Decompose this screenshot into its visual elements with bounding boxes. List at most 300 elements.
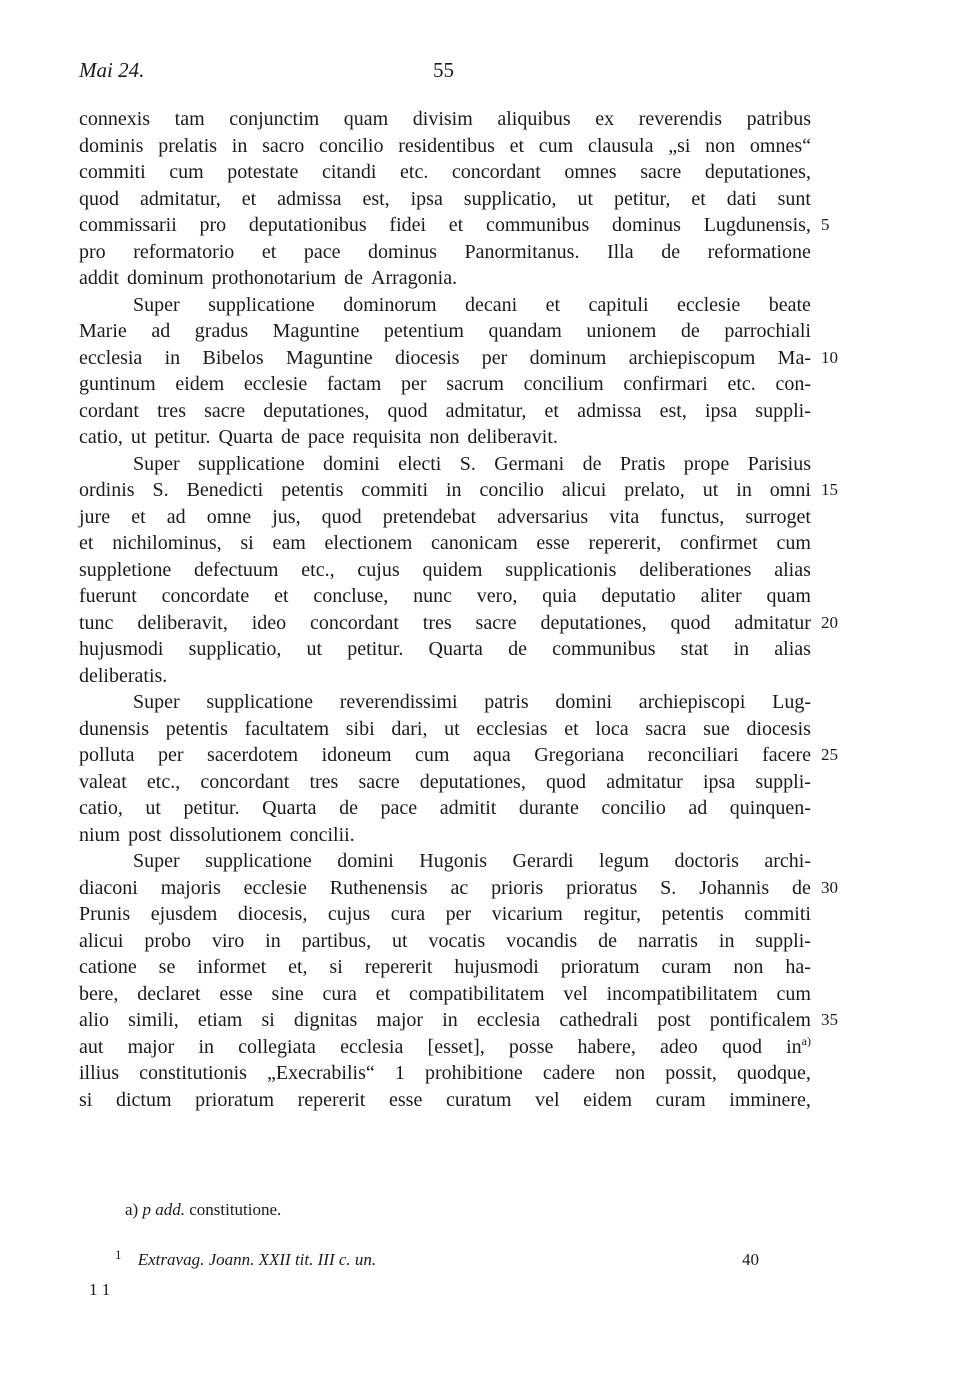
word: tam <box>174 108 205 130</box>
word: narratis <box>637 929 698 952</box>
word: 1 <box>394 1062 405 1084</box>
word: quod <box>321 505 362 528</box>
word: Gerardi <box>512 850 574 872</box>
word: et <box>509 134 525 157</box>
word: supplicatione <box>205 850 312 872</box>
word: quod <box>79 187 119 210</box>
word: legum <box>599 850 650 872</box>
word: reformatorio <box>133 240 235 263</box>
word: Pratis <box>619 452 666 475</box>
text-line <box>79 716 811 743</box>
word: et <box>261 240 277 263</box>
word: loca <box>595 717 629 740</box>
text-line <box>79 901 811 928</box>
word: quod <box>387 399 428 422</box>
text-line <box>79 1034 811 1061</box>
word: ecclesias <box>476 717 548 740</box>
word: prioris <box>491 876 544 899</box>
word: simili, <box>128 1009 179 1031</box>
word: si <box>329 956 343 978</box>
word: Panormitanus. <box>464 240 580 263</box>
word: domini <box>337 850 394 872</box>
word: prioratus <box>566 876 638 899</box>
word: dominis <box>79 134 144 157</box>
word: prioratum <box>195 1088 275 1111</box>
text-line <box>79 795 811 822</box>
word: ut <box>145 797 161 819</box>
word: Gregoriana <box>534 744 625 766</box>
word: petentis <box>281 479 344 501</box>
word: tunc <box>79 611 114 634</box>
word: nichilominus, <box>112 532 222 554</box>
text-line <box>79 1087 811 1114</box>
word: possit, <box>665 1062 717 1084</box>
word: et <box>131 505 146 528</box>
word: non <box>429 426 460 448</box>
word: cadere <box>542 1062 596 1084</box>
word: et <box>274 585 289 607</box>
word: concordant <box>451 161 541 183</box>
word: omni <box>769 479 811 501</box>
word: admitatur <box>734 611 811 634</box>
word: electionem <box>324 532 413 554</box>
word: et <box>545 293 561 316</box>
word: prothonotarium <box>211 267 337 289</box>
word: informet <box>197 956 267 978</box>
text-line <box>79 265 811 292</box>
word: polluta <box>79 744 135 766</box>
word: in <box>164 346 181 369</box>
word: admissa <box>577 399 642 422</box>
word: sacre <box>640 161 682 183</box>
text-line <box>79 186 811 213</box>
text-line <box>79 239 811 266</box>
word: curam <box>655 1088 706 1111</box>
word: et <box>448 214 464 236</box>
word: cujus <box>327 903 371 925</box>
word: ipsa <box>410 187 443 210</box>
word: de <box>344 267 363 289</box>
word: cum <box>776 982 811 1005</box>
word: patris <box>484 691 529 713</box>
text-line <box>79 106 811 133</box>
word: Marie <box>79 320 127 342</box>
word: sunt <box>777 187 811 210</box>
word: Germani <box>494 452 565 475</box>
word: alicui <box>561 479 607 501</box>
word: non <box>733 956 764 978</box>
word: canonicam <box>431 532 518 554</box>
word: de <box>598 929 618 952</box>
word: se <box>158 956 176 978</box>
word: concilio <box>319 134 384 157</box>
word: post <box>128 823 162 846</box>
word: cordant <box>79 399 139 422</box>
word: ad <box>688 797 708 819</box>
word: concluse, <box>313 585 389 607</box>
word: pace <box>303 240 341 263</box>
word: commiti <box>744 903 811 925</box>
text-line <box>79 371 811 398</box>
word: petitur. <box>347 638 404 660</box>
word: dissolutionem <box>169 823 282 846</box>
text-line <box>79 822 811 849</box>
word: ipsa <box>704 399 738 422</box>
word: supplicatione <box>198 452 305 475</box>
word: quod <box>546 770 587 793</box>
margin-line-number: 25 <box>821 745 838 764</box>
word: catio, <box>79 797 123 819</box>
word: Lug- <box>772 691 811 713</box>
word: curam <box>661 956 712 978</box>
margin-line-number: 20 <box>821 612 838 632</box>
word: concilio <box>601 797 666 819</box>
word: concilio <box>479 479 544 501</box>
word: sacro <box>262 134 305 157</box>
word: petentis <box>165 717 228 740</box>
word: etc. <box>400 161 429 183</box>
word: curatum <box>445 1088 512 1111</box>
word: etc., <box>301 558 335 581</box>
word: etc. <box>727 373 756 395</box>
word: per <box>445 903 472 925</box>
word: ac <box>450 876 469 899</box>
word: supplicatione <box>208 293 315 316</box>
word: in <box>442 1009 458 1031</box>
word: admitit <box>439 797 497 819</box>
word: archiepiscopi <box>638 691 746 713</box>
word: cura <box>390 903 426 925</box>
word: et <box>564 717 579 740</box>
footnote-1-text: Extravag. Joann. XXII tit. III c. un. <box>137 1250 377 1269</box>
text-line <box>79 1060 811 1087</box>
word: deliberationes <box>639 558 752 581</box>
word: declaret <box>137 982 201 1005</box>
word: de <box>582 452 602 475</box>
word: Super <box>133 452 180 475</box>
word: S. <box>459 452 476 475</box>
word: in <box>265 929 281 952</box>
word: jure <box>79 505 111 528</box>
text-line <box>79 1007 838 1034</box>
word: in <box>736 479 752 501</box>
word: deputationibus <box>248 214 367 236</box>
running-head-date: Mai 24. <box>79 58 145 82</box>
word: reformatione <box>707 240 811 263</box>
word: quodque, <box>737 1062 811 1084</box>
word: concordant <box>200 770 290 793</box>
word: est, <box>362 187 390 210</box>
word: si <box>240 532 254 554</box>
word: deputationes, <box>704 161 811 183</box>
word: Illa <box>607 240 634 263</box>
printer-signature: 1 1 <box>89 1280 111 1299</box>
word: Johannis <box>699 876 770 899</box>
text-line <box>79 636 811 663</box>
word: sacre <box>358 770 400 793</box>
word: tres <box>422 611 452 634</box>
word: quidem <box>422 558 483 581</box>
word: quam <box>766 585 811 607</box>
word: Super <box>133 691 180 713</box>
word: facere <box>762 744 811 766</box>
text-line <box>79 424 811 451</box>
word: archiepiscopum <box>628 346 756 369</box>
word: Bibelos <box>202 346 264 369</box>
word: deliberatis. <box>79 664 168 687</box>
word: eam <box>272 532 306 554</box>
page-number: 55 <box>433 58 454 82</box>
word: citandi <box>321 161 377 183</box>
margin-line-number-40: 40 <box>742 1250 759 1269</box>
word: ejusdem <box>150 903 218 925</box>
word: vel <box>563 982 588 1005</box>
margin-line-number: 15 <box>821 480 838 499</box>
word: deputationes, <box>540 611 647 634</box>
word: cum <box>169 161 204 183</box>
word: admitatur <box>606 770 683 793</box>
word: residentibus <box>398 134 495 157</box>
word: stat <box>680 638 709 660</box>
word: etc., <box>146 770 181 793</box>
word: esse <box>219 982 253 1005</box>
word: nium <box>79 823 121 846</box>
word: esse <box>389 1088 423 1111</box>
word: admissa <box>277 187 342 210</box>
word: si <box>261 1009 275 1031</box>
word: aut <box>79 1035 104 1058</box>
word: de <box>339 797 358 819</box>
word: parrochiali <box>724 320 811 342</box>
word: constitutionis <box>139 1062 247 1084</box>
word: gradus <box>194 320 249 342</box>
word: de <box>680 320 700 342</box>
text-line <box>79 292 811 319</box>
word: alias <box>774 638 811 660</box>
word: deputationes, <box>419 770 526 793</box>
word: de <box>508 638 527 660</box>
word: admitatur, <box>445 399 527 422</box>
footnote-reference: a) <box>801 1033 811 1048</box>
word: surroget <box>745 505 811 528</box>
word: Quarta <box>218 426 273 448</box>
word: potestate <box>227 161 299 183</box>
word: ut <box>702 479 719 501</box>
word: admitatur, <box>139 187 221 210</box>
word: dominum <box>529 346 607 369</box>
word: petentium <box>383 320 464 342</box>
word: supplicatio, <box>188 638 282 660</box>
word: ut <box>444 717 460 740</box>
word: fuerunt <box>79 585 137 607</box>
word: $in^{a)}$ <box>786 1033 811 1058</box>
word: communibus <box>552 638 656 660</box>
word: non <box>615 1062 646 1084</box>
word: de <box>792 876 811 899</box>
word: sibi <box>345 717 375 740</box>
word: pretendebat <box>382 505 477 528</box>
word: „Execrabilis“ <box>267 1062 375 1084</box>
word: Hugonis <box>419 850 488 872</box>
word: regitur, <box>583 903 641 925</box>
word: vero, <box>476 585 518 607</box>
word: catio, <box>79 426 123 448</box>
word: ideo <box>251 611 287 634</box>
margin-line-number: 30 <box>821 877 838 897</box>
word: [esset], <box>427 1035 485 1058</box>
word: Prunis <box>79 903 131 925</box>
word: major <box>127 1035 175 1058</box>
word: sine <box>271 982 304 1005</box>
word: et <box>79 532 94 554</box>
word: suppli- <box>755 399 811 422</box>
word: adeo <box>660 1035 698 1058</box>
word: dominus <box>368 240 437 263</box>
word: ut <box>306 638 323 660</box>
word: in <box>733 638 750 660</box>
word: in <box>445 479 462 501</box>
word: supplicatione <box>206 691 314 713</box>
word: cum <box>415 744 450 766</box>
word: adversarius <box>497 505 589 528</box>
word: hujusmodi <box>79 638 164 660</box>
word: et, <box>288 956 308 978</box>
text-line <box>79 875 838 902</box>
word: cum <box>538 134 574 157</box>
word: dominorum <box>343 293 437 316</box>
word: suppletione <box>79 558 172 581</box>
word: de <box>280 426 300 448</box>
word: omnes“ <box>749 134 811 157</box>
text-line <box>79 451 811 478</box>
word: aliquibus <box>497 108 571 130</box>
word: quod <box>721 1035 762 1058</box>
word: supplicationis <box>505 558 617 581</box>
word: concordate <box>161 585 250 607</box>
word: pontificalem <box>709 1009 811 1031</box>
word: dictum <box>115 1088 172 1111</box>
word: pro <box>199 214 227 236</box>
text-line <box>79 530 811 557</box>
word: dominum <box>127 267 204 289</box>
word: domini <box>323 452 380 475</box>
word: ecclesie <box>243 876 307 899</box>
word: factam <box>326 373 382 395</box>
word: tres <box>157 399 186 422</box>
word: dati <box>726 187 757 210</box>
word: electi <box>398 452 442 475</box>
word: eidem <box>583 1088 633 1111</box>
footnote-a-text: constitutione. <box>189 1200 282 1219</box>
word: et <box>691 187 706 210</box>
word: imminere, <box>729 1088 811 1111</box>
margin-line-number: 5 <box>821 215 830 234</box>
text-line <box>79 318 811 345</box>
word: confirmet <box>679 532 758 554</box>
word: deputatio <box>601 585 676 607</box>
footnote-a <box>125 1200 281 1220</box>
word: divisim <box>412 108 473 130</box>
body-text <box>79 106 838 1113</box>
word: „si <box>668 134 691 157</box>
word: ordinis <box>79 479 135 501</box>
text-line <box>79 583 811 610</box>
word: vocandis <box>506 929 578 952</box>
word: cathedrali <box>559 1009 639 1031</box>
word: capituli <box>588 293 649 316</box>
word: Ma- <box>777 346 811 369</box>
word: major <box>376 1009 424 1031</box>
text-line <box>79 212 830 239</box>
word: diocesis <box>395 346 460 369</box>
word: diocesis <box>746 717 811 740</box>
text-line <box>79 398 811 425</box>
word: functus, <box>660 505 725 528</box>
word: sacrum <box>446 373 504 395</box>
word: aliter <box>700 585 742 607</box>
word: dignitas <box>293 1009 358 1031</box>
word: quinquen- <box>729 797 811 819</box>
word: clausula <box>587 134 654 157</box>
word: ecclesia <box>476 1009 541 1031</box>
word: cujus <box>357 558 400 581</box>
word: prioratum <box>560 956 640 978</box>
word: petitur, <box>613 187 671 210</box>
word: guntinum <box>79 373 156 395</box>
word: sacerdotem <box>207 744 299 766</box>
word: concilium <box>523 373 604 395</box>
word: ut <box>577 187 594 210</box>
word: compatibilitatem <box>408 982 545 1005</box>
text-line <box>79 954 811 981</box>
word: jus, <box>272 505 301 528</box>
word: habere, <box>577 1035 636 1058</box>
word: de <box>661 240 681 263</box>
word: nunc <box>413 585 452 607</box>
word: Quarta <box>428 638 483 660</box>
word: concordant <box>310 611 399 634</box>
word: non <box>705 134 736 157</box>
word: S. <box>152 479 169 501</box>
text-line <box>79 477 838 504</box>
word: tres <box>309 770 339 793</box>
word: probo <box>144 929 192 952</box>
word: prelato, <box>624 479 685 501</box>
text-line <box>79 689 811 716</box>
word: supplicatio, <box>463 187 557 210</box>
footnote-a-mark: a) <box>125 1200 139 1219</box>
word: repererit <box>297 1088 366 1111</box>
word: ecclesie <box>676 293 741 316</box>
word: est, <box>659 399 687 422</box>
word: aqua <box>472 744 511 766</box>
word: decani <box>465 293 518 316</box>
word: sacra <box>645 717 687 740</box>
text-line <box>79 928 811 955</box>
word: commiti <box>79 161 146 183</box>
word: deputationes, <box>263 399 370 422</box>
text-line <box>79 159 811 186</box>
word: quandam <box>488 320 562 342</box>
word: requisita <box>352 426 422 448</box>
word: et <box>375 982 391 1005</box>
word: repererit, <box>588 532 662 554</box>
text-line <box>79 610 838 637</box>
word: valeat <box>79 770 127 793</box>
word: incompatibilitatem <box>606 982 758 1005</box>
word: pace <box>380 797 418 819</box>
word: bere, <box>79 982 119 1005</box>
